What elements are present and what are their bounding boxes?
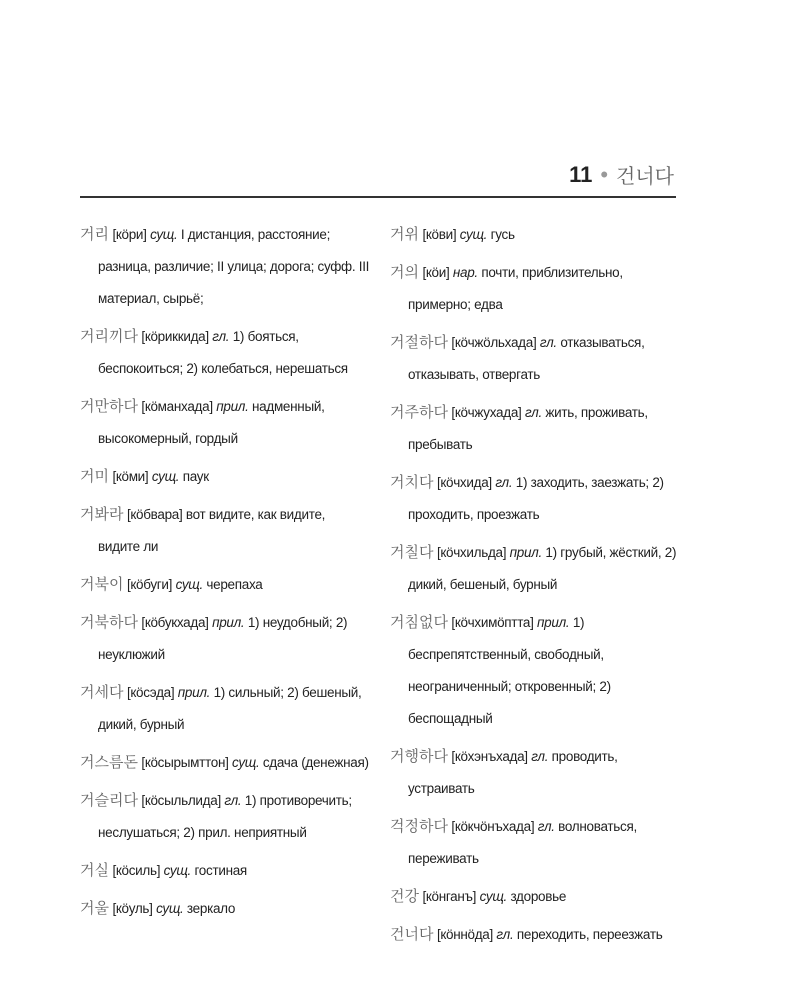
headword-korean: 거실 [80,861,109,879]
headword-korean: 거세다 [80,683,124,701]
definition: I дистанция, расстояние; разница, различие; II улица; дорога; суфф. III материал, сырьё; [98,227,370,306]
page-number: 11 [569,161,593,187]
headword-korean: 거리 [80,225,109,243]
transcription: [кöбуги] [126,577,173,592]
dictionary-entry [390,536,680,601]
transcription: [кöнганъ] [422,889,477,904]
headword-korean: 거북이 [80,575,124,593]
transcription: [кöсырымттон] [141,755,229,770]
dictionary-entry [390,396,680,461]
headword-korean: 거침없다 [390,613,448,631]
dictionary-entry [80,606,370,671]
definition: переходить, переезжать [516,927,663,942]
headword-korean: 거치다 [390,473,434,491]
part-of-speech: гл. [212,329,230,344]
definition: жить, проживать, пребывать [408,405,648,452]
transcription: [кöхэнъхада] [451,749,528,764]
definition: 1) бояться, беспокоиться; 2) колебаться, нерешаться [98,329,348,376]
transcription: [кöчхильда] [436,545,507,560]
headword-korean: 거주하다 [390,403,448,421]
definition: 1) сильный; 2) бешеный, дикий, бурный [98,685,362,732]
part-of-speech: сущ. [150,227,178,242]
headword-korean: 거의 [390,263,419,281]
transcription: [кöви] [422,227,457,242]
definition: сдача (денежная) [262,755,369,770]
transcription: [кöриккида] [141,329,209,344]
dictionary-entry [80,568,370,601]
page-header [80,156,676,198]
dictionary-entry [390,256,680,321]
headword-korean: 걱정하다 [390,817,448,835]
part-of-speech: сущ. [175,577,203,592]
dictionary-entry [80,218,370,315]
dictionary-entry [390,326,680,391]
part-of-speech: прил. [509,545,542,560]
dictionary-entry [80,498,370,563]
part-of-speech: сущ. [459,227,488,242]
dictionary-entry [80,784,370,849]
part-of-speech: прил. [177,685,211,700]
transcription: [кöсэда] [126,685,175,700]
definition: здоровье [510,889,567,904]
transcription: [кöри] [112,227,147,242]
part-of-speech: сущ. [232,755,260,770]
headword-korean: 거만하다 [80,397,138,415]
dictionary-entry [390,606,680,735]
headword-korean: 거리끼다 [80,327,138,345]
transcription: [кöчхимöптта] [451,615,534,630]
part-of-speech: сущ. [151,469,180,484]
transcription: [кöсыльлида] [141,793,221,808]
transcription: [кöбукхада] [141,615,209,630]
dictionary-entry [80,892,370,925]
dictionary-entry [80,676,370,741]
definition: надменный, высокомерный, гордый [98,399,325,446]
right-column [390,218,680,956]
definition: вот видите, как видите, видите ли [98,507,326,554]
definition: гостиная [194,863,247,878]
definition: паук [182,469,209,484]
transcription: [кöкчöнъхада] [451,819,535,834]
definition: зеркало [186,901,236,916]
definition: отказываться, отказывать, отвергать [408,335,645,382]
part-of-speech: прил. [537,615,570,630]
dictionary-entry [80,746,370,779]
part-of-speech: прил. [216,399,249,414]
transcription: [кöчжухада] [451,405,522,420]
headword-korean: 거북하다 [80,613,138,631]
running-head-word: 건너다 [616,164,674,188]
part-of-speech: прил. [212,615,245,630]
dictionary-entry [80,320,370,385]
part-of-speech: сущ. [156,901,184,916]
dictionary-entry [390,466,680,531]
headword-korean: 건너다 [390,925,434,943]
transcription: [кöи] [422,265,450,280]
headword-korean: 거절하다 [390,333,448,351]
definition: 1) беспрепятственный, свободный, неограниченный; откровенный; 2) беспощадный [408,615,611,726]
definition: волноваться, переживать [408,819,637,866]
headword-korean: 거칠다 [390,543,434,561]
definition: 1) противоречить; неслушаться; 2) прил. неприятный [98,793,352,840]
transcription: [кöбвара] [126,507,183,522]
dictionary-entry [80,390,370,455]
headword-korean: 거스름돈 [80,753,138,771]
transcription: [кöсиль] [112,863,161,878]
part-of-speech: гл. [495,475,513,490]
definition: черепаха [206,577,263,592]
dictionary-entry [80,854,370,887]
transcription: [кöуль] [112,901,153,916]
header-running-title [569,160,674,189]
part-of-speech: сущ. [163,863,191,878]
part-of-speech: сущ. [479,889,507,904]
headword-korean: 거울 [80,899,109,917]
part-of-speech: гл. [524,405,542,420]
headword-korean: 거미 [80,467,109,485]
part-of-speech: гл. [531,749,549,764]
bullet-separator: • [600,161,609,187]
dictionary-entry [390,880,680,913]
dictionary-entry [80,460,370,493]
definition: 1) заходить, заезжать; 2) проходить, проезжать [408,475,664,522]
definition: гусь [490,227,515,242]
transcription: [кöманхада] [141,399,213,414]
left-column [80,218,370,930]
transcription: [кöчжöльхада] [451,335,537,350]
part-of-speech: нар. [452,265,478,280]
definition: 1) грубый, жёсткий, 2) дикий, бешеный, бурный [408,545,677,592]
part-of-speech: гл. [496,927,514,942]
dictionary-entry [390,218,680,251]
headword-korean: 거위 [390,225,419,243]
definition: 1) неудобный; 2) неуклюжий [98,615,348,662]
transcription: [кöми] [112,469,149,484]
part-of-speech: гл. [539,335,557,350]
dictionary-entry [390,918,680,951]
definition: почти, приблизительно, примерно; едва [408,265,623,312]
headword-korean: 거행하다 [390,747,448,765]
headword-korean: 건강 [390,887,419,905]
part-of-speech: гл. [537,819,555,834]
dictionary-entry [390,740,680,805]
headword-korean: 거슬리다 [80,791,138,809]
headword-korean: 거봐라 [80,505,124,523]
transcription: [кöннöда] [436,927,493,942]
part-of-speech: гл. [224,793,242,808]
definition: проводить, устраивать [408,749,618,796]
dictionary-entry [390,810,680,875]
transcription: [кöчхида] [436,475,492,490]
